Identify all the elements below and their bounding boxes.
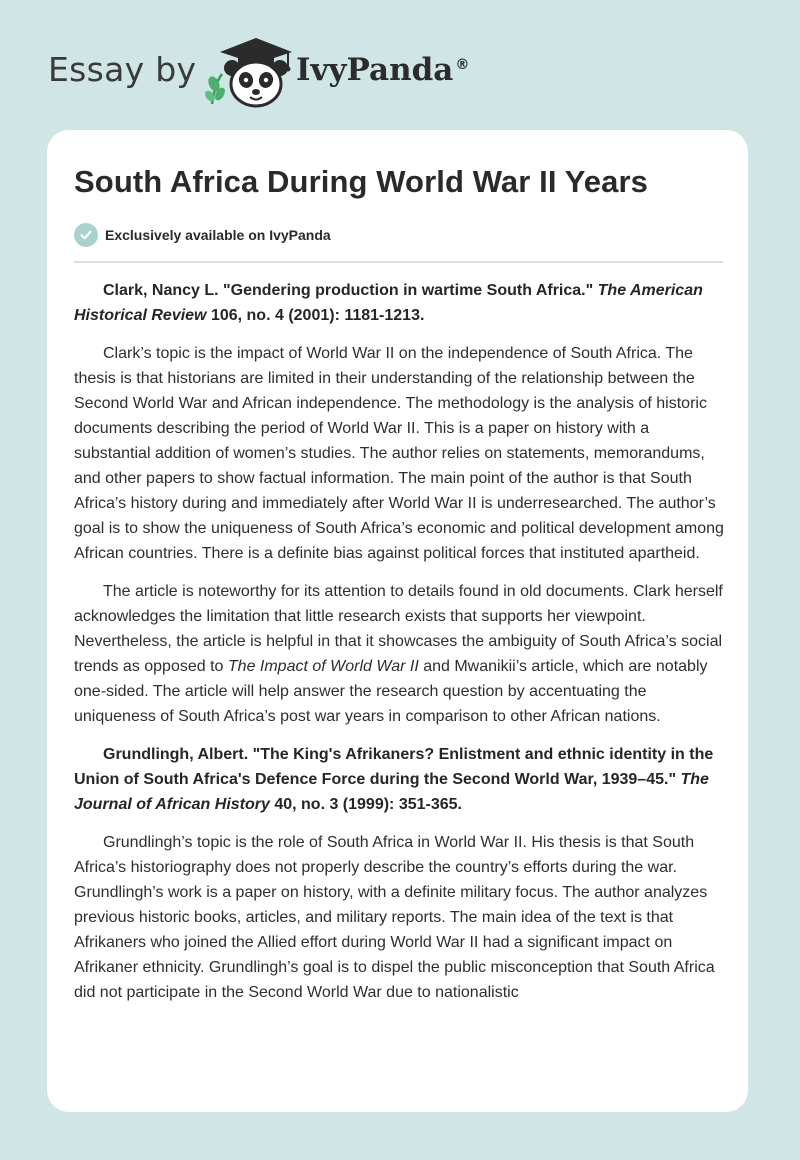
page-title: South Africa During World War II Years [74, 164, 648, 199]
divider [74, 261, 723, 263]
panda-graduate-logo-icon [200, 34, 296, 110]
exclusive-label: Exclusively available on IvyPanda [105, 227, 331, 243]
italic-title: The American Historical Review [74, 282, 703, 324]
brand-prefix: Essay by [48, 50, 197, 89]
body-paragraph [74, 579, 724, 729]
text-run: 106, no. 4 (2001): 1181-1213. [206, 307, 425, 324]
citation-paragraph [74, 742, 724, 817]
text-run: Grundlingh, Albert. "The King's Afrikaners? Enlistment and ethnic identity in the Union of South Africa's Defence Force during the Second World War, 1939–45." [74, 746, 714, 788]
exclusive-badge [74, 223, 331, 247]
text-run: Clark, Nancy L. "Gendering production in wartime South Africa." [103, 282, 598, 299]
text-run: Grundlingh’s topic is the role of South Africa in World War II. His thesis is that South Africa’s historiography does not properly describe the country’s efforts during the war. Grundlingh’s work is a paper on history, with a definite military focus. The author analyzes previous historic books, articles, and military reports. The main idea of the text is that Afrikaners who joined the Allied effort during World War II had a significant impact on Afrikaner ethnicity. Grundlingh’s goal is to dispel the public misconception that South Africa did not participate in the Second World War due to nationalistic [74, 834, 715, 1001]
text-run: Clark’s topic is the impact of World War II on the independence of South Africa. The thesis is that historians are limited in their understanding of the relationship between the Second World War and African independence. The methodology is the analysis of historic documents describing the period of World War II. This is a paper on history with a substantial addition of women’s studies. The author relies on statements, memorandums, and other papers to show factual information. The main point of the author is that South Africa’s history during and immediately after World War II is underresearched. The author’s goal is to show the uniqueness of South Africa’s economic and political development among African countries. There is a definite bias against political forces that instituted apartheid. [74, 345, 724, 562]
text-run: and Mwanikii’s article, which are notably one-sided. The article will help answer the research question by accentuating the uniqueness of South Africa’s post war years in comparison to other African nations. [74, 658, 708, 725]
text-run: The article is noteworthy for its attention to details found in old documents. Clark herself acknowledges the limitation that little research exists that supports her viewpoint. Nevertheless, the article is helpful in that it showcases the ambiguity of South Africa’s social trends as opposed to [74, 583, 723, 675]
essay-body [74, 278, 724, 1018]
italic-title: The Impact of World War II [227, 658, 419, 675]
italic-title: The Journal of African History [74, 771, 709, 813]
body-paragraph [74, 830, 724, 1005]
citation-paragraph [74, 278, 724, 328]
essay-card [47, 130, 748, 1112]
brand-header [48, 34, 508, 114]
check-circle-icon [74, 223, 98, 247]
brand-name[interactable]: IvyPanda ® [296, 52, 470, 88]
body-paragraph [74, 341, 724, 566]
registered-mark: ® [455, 56, 470, 73]
text-run: 40, no. 3 (1999): 351-365. [269, 796, 462, 813]
